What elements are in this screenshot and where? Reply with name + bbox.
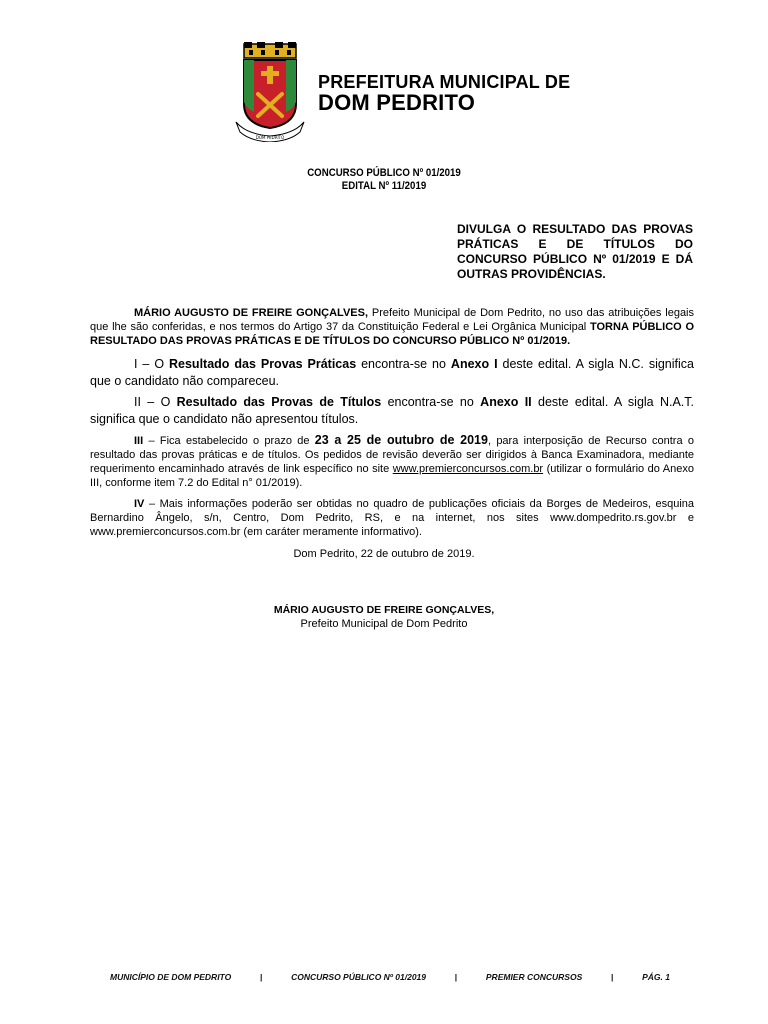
intro-bold-statement: TORNA PÚBLICO O RESULTADO DAS PROVAS PRÁTICAS E DE TÍTULOS DO CONCURSO PÚBLICO Nº 01/2019.	[90, 321, 694, 347]
premier-site-link[interactable]: www.premierconcursos.com.br	[392, 463, 544, 475]
footer-banca: PREMIER CONCURSOS	[485, 972, 583, 982]
concurso-title: CONCURSO PÚBLICO Nº 01/2019	[307, 167, 461, 179]
item-1-number: I	[134, 357, 138, 371]
intro-text: Prefeito Municipal de Dom Pedrito, no uso das atribuições legais que lhe são conferidas, e nos termos do Artigo 37 da Constituição Federal e Lei Orgânica Municipal	[90, 307, 695, 333]
signature-name: MÁRIO AUGUSTO DE FREIRE GONÇALVES,	[273, 604, 495, 616]
footer-separator: |	[610, 972, 614, 982]
edital-title: EDITAL Nº 11/2019	[341, 180, 427, 192]
item-4-paragraph: IV – Mais informações poderão ser obtidas no quadro de publicações oficiais da Borges de Medeiros, esquina Bernardino Ângelo, s/n, Centro, Dom Pedrito, RS, e na internet, nos sites www.dompedrito.rs.gov.br e www.premierconcursos.com.br (em caráter meramente informativo).	[90, 498, 694, 538]
mayor-name: MÁRIO AUGUSTO DE FREIRE GONÇALVES,	[134, 307, 369, 319]
date-line: Dom Pedrito, 22 de outubro de 2019.	[293, 548, 475, 560]
org-name-line2: DOM PEDRITO	[318, 90, 476, 115]
footer-municipio: MUNICÍPIO DE DOM PEDRITO	[110, 972, 232, 982]
footer-separator: |	[259, 972, 263, 982]
intro-paragraph	[90, 306, 694, 348]
signature-role: Prefeito Municipal de Dom Pedrito	[300, 618, 468, 630]
item-2-number: II	[134, 395, 141, 409]
item-1-paragraph: I – O Resultado das Provas Práticas encontra-se no Anexo I deste edital. A sigla N.C. significa que o candidato não compareceu.	[90, 357, 694, 388]
item-3-number: III	[134, 435, 144, 447]
municipal-crest-logo	[234, 42, 306, 142]
item-2-paragraph: II – O Resultado das Provas de Títulos encontra-se no Anexo II deste edital. A sigla N.A.T. significa que o candidato não apresentou títulos.	[90, 395, 695, 426]
edital-summary: DIVULGA O RESULTADO DAS PROVAS PRÁTICAS E DE TÍTULOS DO CONCURSO PÚBLICO Nº 01/2019 E DÁ OUTRAS PROVIDÊNCIAS.	[457, 222, 693, 281]
item-3-paragraph: III – Fica estabelecido o prazo de 23 a 25 de outubro de 2019, para interposição de Recurso contra o resultado das provas práticas e de títulos. Os pedidos de revisão deverão ser dirigidos à Banca Examinadora, mediante requerimento encaminhado através de link específico no site www.premierconcursos.com.br (utilizar o formulário do Anexo III, conforme item 7.2 do Edital n° 01/2019).	[90, 433, 694, 489]
footer-concurso: CONCURSO PÚBLICO Nº 01/2019	[291, 972, 426, 982]
footer-page-number: PÁG. 1	[642, 972, 670, 982]
org-name-line1: PREFEITURA MUNICIPAL DE	[318, 72, 571, 92]
crown	[244, 42, 296, 58]
item-4-number: IV	[134, 498, 145, 510]
footer-separator: |	[454, 972, 458, 982]
crest-ribbon-text: DOM PEDRITO	[255, 135, 285, 140]
page-footer	[110, 972, 670, 982]
deadline-dates: 23 a 25 de outubro de 2019	[314, 433, 488, 447]
